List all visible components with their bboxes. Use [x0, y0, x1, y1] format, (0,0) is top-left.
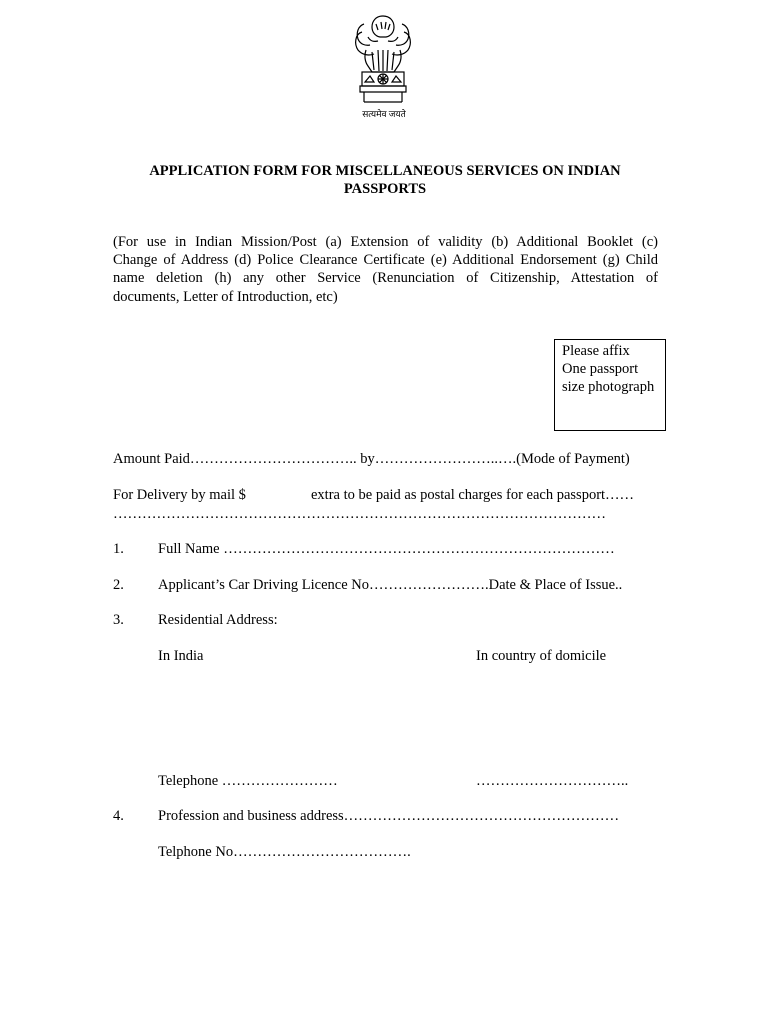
intro-paragraph — [113, 233, 658, 306]
telephone-india-field[interactable]: Telephone …………………… — [158, 773, 338, 789]
intro-line-1: (For use in Indian Mission/Post (a) Extension of validity (b) Additional Booklet (c) — [113, 234, 658, 250]
amount-paid-field[interactable]: Amount Paid…………………………….. by……………………..….(Mode of Payment) — [113, 451, 630, 467]
emblem-motto: सत्यमेव जयते — [362, 109, 406, 119]
form-title-line-2: PASSPORTS — [343, 181, 427, 197]
residential-address-label: Residential Address: — [158, 612, 278, 628]
delivery-extra-text: extra to be paid as postal charges for each passport…… — [311, 487, 635, 503]
form-title — [110, 162, 660, 198]
field-1-number: 1. — [113, 541, 124, 557]
driving-licence-field[interactable]: Applicant’s Car Driving Licence No…………………….Date & Place of Issue.. — [158, 577, 623, 593]
photo-box-line-2: One passport — [562, 361, 639, 377]
field-2-number: 2. — [113, 577, 124, 593]
in-india-label: In India — [158, 648, 204, 664]
field-4-number: 4. — [113, 808, 124, 824]
intro-line-2: Change of Address (d) Police Clearance Certificate (e) Additional Endorsement (g) Child — [113, 252, 658, 269]
intro-line-3: name deletion (h) any other Service (Renunciation of Citizenship, Attestation of — [113, 270, 658, 287]
photo-box[interactable] — [554, 339, 666, 431]
intro-line-4: documents, Letter of Introduction, etc) — [113, 288, 338, 305]
telphone-no-field[interactable]: Telphone No………………………………. — [158, 844, 411, 860]
photo-box-line-3: size photograph — [562, 379, 655, 395]
form-title-line-1: APPLICATION FORM FOR MISCELLANEOUS SERVICES ON INDIAN — [149, 163, 621, 179]
full-name-field[interactable]: Full Name ……………………………………………………………………… — [158, 541, 615, 557]
delivery-dotted-line[interactable]: ………………………………………………………………………………………… — [113, 506, 606, 522]
state-emblem-icon — [350, 10, 416, 112]
in-domicile-label: In country of domicile — [476, 648, 607, 664]
profession-address-field[interactable]: Profession and business address………………………………………………… — [158, 808, 620, 824]
telephone-domicile-field[interactable]: ………………………….. — [476, 773, 629, 789]
delivery-label: For Delivery by mail $ — [113, 487, 246, 503]
field-3-number: 3. — [113, 612, 124, 628]
photo-box-line-1: Please affix — [562, 343, 630, 359]
